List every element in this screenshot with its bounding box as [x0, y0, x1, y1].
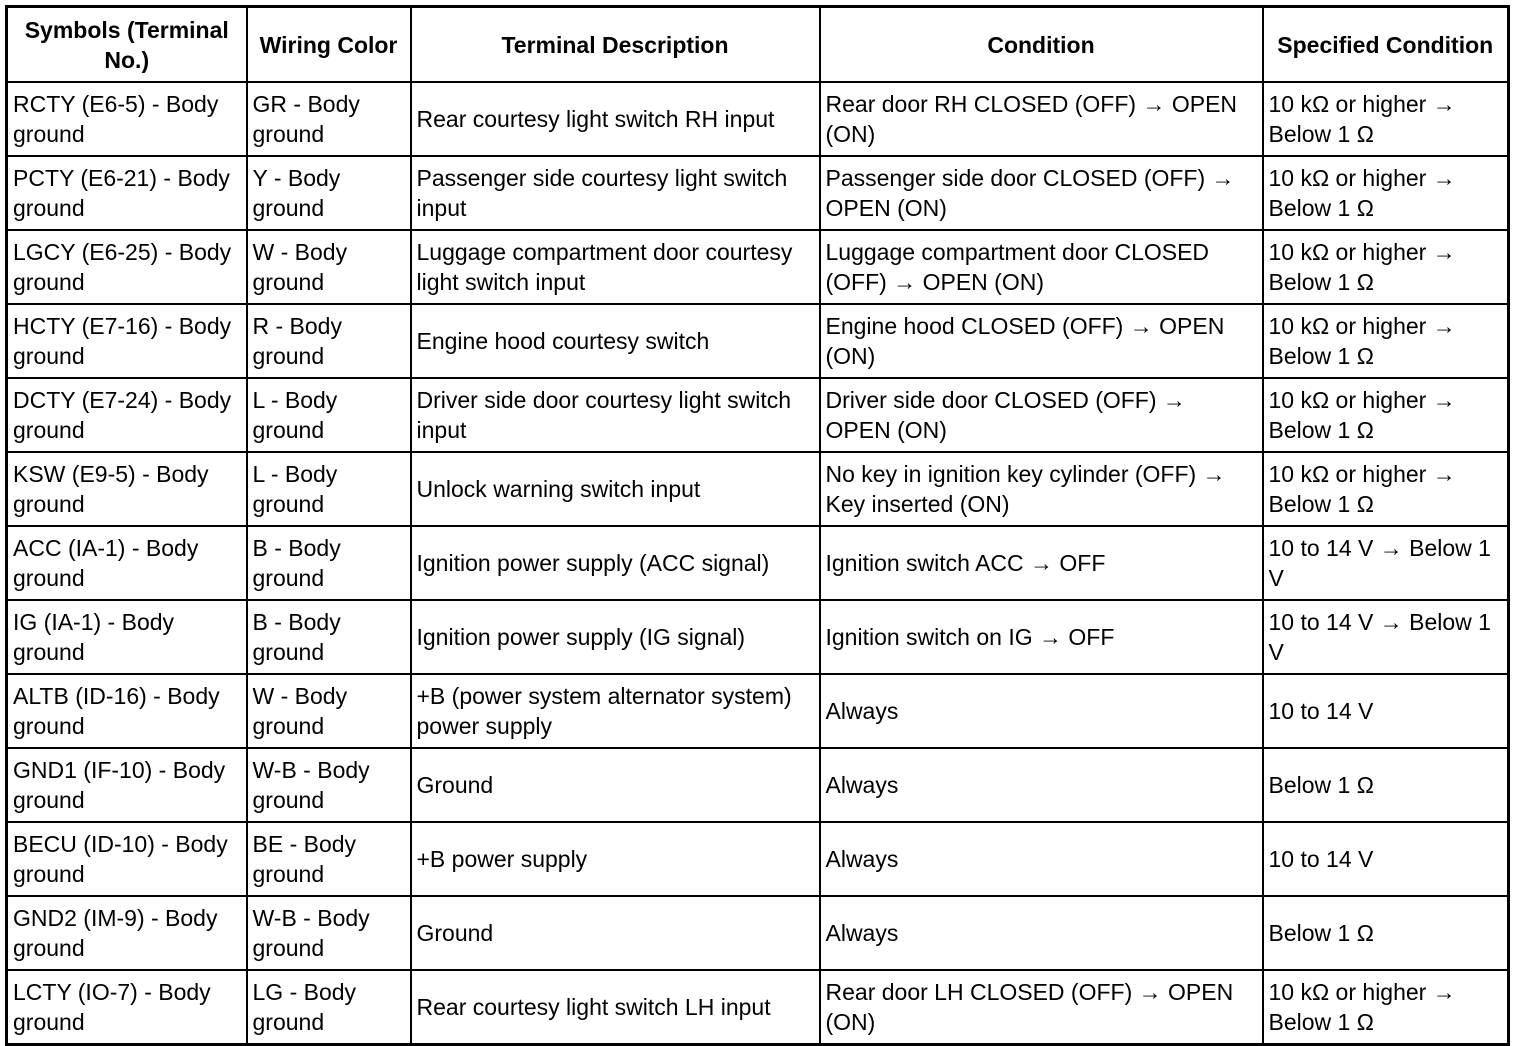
cell-symbol: BECU (ID-10) - Body ground	[7, 822, 247, 896]
cell-symbol: PCTY (E6-21) - Body ground	[7, 156, 247, 230]
header-specified-condition: Specified Condition	[1263, 7, 1509, 83]
cell-specified-condition: Below 1 Ω	[1263, 896, 1509, 970]
cell-description: +B power supply	[411, 822, 820, 896]
cell-condition: Always	[820, 822, 1263, 896]
header-wiring-color: Wiring Color	[247, 7, 411, 83]
cell-condition: Luggage compartment door CLOSED (OFF) → OPEN (ON)	[820, 230, 1263, 304]
cell-wiring-color: B - Body ground	[247, 600, 411, 674]
table-body	[7, 82, 1509, 1045]
cell-description: Driver side door courtesy light switch input	[411, 378, 820, 452]
table-row	[7, 600, 1509, 674]
cell-description: +B (power system alternator system) power supply	[411, 674, 820, 748]
cell-wiring-color: R - Body ground	[247, 304, 411, 378]
cell-symbol: LGCY (E6-25) - Body ground	[7, 230, 247, 304]
cell-condition: Passenger side door CLOSED (OFF) → OPEN (ON)	[820, 156, 1263, 230]
cell-description: Ignition power supply (IG signal)	[411, 600, 820, 674]
cell-specified-condition: 10 kΩ or higher → Below 1 Ω	[1263, 82, 1509, 156]
cell-description: Passenger side courtesy light switch input	[411, 156, 820, 230]
cell-description: Unlock warning switch input	[411, 452, 820, 526]
cell-specified-condition: 10 kΩ or higher → Below 1 Ω	[1263, 970, 1509, 1045]
cell-wiring-color: L - Body ground	[247, 378, 411, 452]
cell-symbol: ACC (IA-1) - Body ground	[7, 526, 247, 600]
cell-description: Luggage compartment door courtesy light switch input	[411, 230, 820, 304]
cell-description: Ignition power supply (ACC signal)	[411, 526, 820, 600]
cell-wiring-color: W - Body ground	[247, 674, 411, 748]
cell-condition: Rear door LH CLOSED (OFF) → OPEN (ON)	[820, 970, 1263, 1045]
table-row	[7, 674, 1509, 748]
cell-description: Engine hood courtesy switch	[411, 304, 820, 378]
table-row	[7, 230, 1509, 304]
cell-condition: Rear door RH CLOSED (OFF) → OPEN (ON)	[820, 82, 1263, 156]
table-row	[7, 822, 1509, 896]
header-condition: Condition	[820, 7, 1263, 83]
cell-wiring-color: W-B - Body ground	[247, 748, 411, 822]
cell-specified-condition: 10 kΩ or higher → Below 1 Ω	[1263, 378, 1509, 452]
cell-condition: Engine hood CLOSED (OFF) → OPEN (ON)	[820, 304, 1263, 378]
table-row	[7, 748, 1509, 822]
cell-symbol: IG (IA-1) - Body ground	[7, 600, 247, 674]
cell-symbol: DCTY (E7-24) - Body ground	[7, 378, 247, 452]
cell-condition: Always	[820, 896, 1263, 970]
table-row	[7, 156, 1509, 230]
cell-symbol: HCTY (E7-16) - Body ground	[7, 304, 247, 378]
cell-specified-condition: 10 kΩ or higher → Below 1 Ω	[1263, 230, 1509, 304]
cell-specified-condition: 10 kΩ or higher → Below 1 Ω	[1263, 304, 1509, 378]
header-symbols: Symbols (Terminal No.)	[7, 7, 247, 83]
cell-specified-condition: Below 1 Ω	[1263, 748, 1509, 822]
cell-specified-condition: 10 kΩ or higher → Below 1 Ω	[1263, 156, 1509, 230]
table-row	[7, 82, 1509, 156]
cell-specified-condition: 10 to 14 V → Below 1 V	[1263, 526, 1509, 600]
table-row	[7, 378, 1509, 452]
cell-condition: Always	[820, 748, 1263, 822]
cell-symbol: RCTY (E6-5) - Body ground	[7, 82, 247, 156]
cell-symbol: KSW (E9-5) - Body ground	[7, 452, 247, 526]
cell-symbol: ALTB (ID-16) - Body ground	[7, 674, 247, 748]
cell-specified-condition: 10 to 14 V	[1263, 674, 1509, 748]
cell-condition: No key in ignition key cylinder (OFF) → Key inserted (ON)	[820, 452, 1263, 526]
table-row	[7, 452, 1509, 526]
cell-condition: Always	[820, 674, 1263, 748]
table-row	[7, 970, 1509, 1045]
cell-wiring-color: W-B - Body ground	[247, 896, 411, 970]
table-header-row	[7, 7, 1509, 83]
cell-wiring-color: GR - Body ground	[247, 82, 411, 156]
cell-condition: Ignition switch on IG → OFF	[820, 600, 1263, 674]
table-row	[7, 896, 1509, 970]
cell-symbol: GND1 (IF-10) - Body ground	[7, 748, 247, 822]
cell-wiring-color: BE - Body ground	[247, 822, 411, 896]
cell-condition: Driver side door CLOSED (OFF) → OPEN (ON)	[820, 378, 1263, 452]
header-terminal-description: Terminal Description	[411, 7, 820, 83]
cell-description: Rear courtesy light switch LH input	[411, 970, 820, 1045]
cell-wiring-color: Y - Body ground	[247, 156, 411, 230]
cell-specified-condition: 10 kΩ or higher → Below 1 Ω	[1263, 452, 1509, 526]
cell-wiring-color: B - Body ground	[247, 526, 411, 600]
terminal-table-container	[5, 5, 1507, 1035]
cell-symbol: LCTY (IO-7) - Body ground	[7, 970, 247, 1045]
table-row	[7, 304, 1509, 378]
cell-specified-condition: 10 to 14 V	[1263, 822, 1509, 896]
cell-description: Ground	[411, 896, 820, 970]
cell-wiring-color: L - Body ground	[247, 452, 411, 526]
cell-wiring-color: W - Body ground	[247, 230, 411, 304]
terminal-specification-table	[5, 5, 1510, 1046]
cell-description: Ground	[411, 748, 820, 822]
cell-wiring-color: LG - Body ground	[247, 970, 411, 1045]
cell-symbol: GND2 (IM-9) - Body ground	[7, 896, 247, 970]
cell-condition: Ignition switch ACC → OFF	[820, 526, 1263, 600]
cell-specified-condition: 10 to 14 V → Below 1 V	[1263, 600, 1509, 674]
table-row	[7, 526, 1509, 600]
cell-description: Rear courtesy light switch RH input	[411, 82, 820, 156]
